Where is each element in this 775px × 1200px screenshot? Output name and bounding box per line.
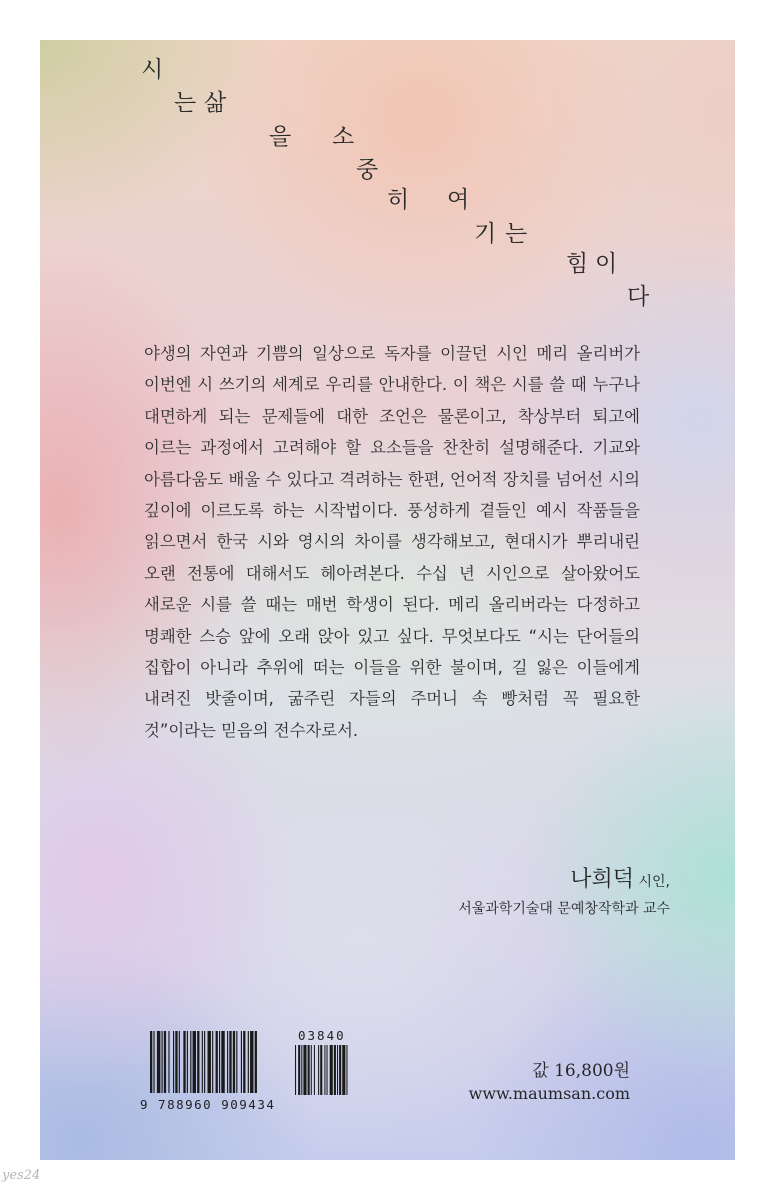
isbn-barcode: [140, 1028, 355, 1146]
title-char: 는: [505, 221, 528, 247]
title-char: 다: [627, 284, 650, 310]
barcode-bar: [173, 1031, 174, 1093]
barcode-addon-bar: [301, 1045, 302, 1095]
barcode-bar: [164, 1031, 166, 1093]
barcode-bar: [183, 1031, 185, 1093]
barcode-bar: [248, 1031, 249, 1093]
title-char: 을: [269, 124, 292, 150]
blurb-paragraph: 야생의 자연과 기쁨의 일상으로 독자를 이끌던 시인 메리 올리버가 이번엔 시 쓰기의 세계로 우리를 안내한다. 이 책은 시를 쓸 때 누구나 대면하게 되는 문제들에 대한 조언은 물론이고, 착상부터 퇴고에 이르는 과정에서 고려해야 할 요소들을 찬찬히 설명해준다. 기교와 아름다움도 배울 수 있다고 격려하는 한편, 언어적 장치를 넘어선 시의 깊이에 이르도록 하는 시작법이다. 풍성하게 곁들인 예시 작품들을 읽으면서 한국 시와 영시의 차이를 생각해보고, 현대시가 뿌리내린 오랜 전통에 대해서도 헤아려본다. 수십 년 시인으로 살아왔어도 새로운 시를 쓸 때는 매번 학생이 된다. 메리 올리버라는 다정하고 명쾌한 스승 앞에 오래 앉아 있고 싶다. 무엇보다도 “시는 단어들의 집합이 아니라 추위에 떠는 이들을 위한 불이며, 길 잃은 이들에게 내려진 밧줄이며, 굶주린 자들의 주머니 속 빵처럼 꼭 필요한 것”이라는 믿음의 전수자로서.: [144, 344, 640, 740]
barcode-bar: [175, 1031, 177, 1093]
barcode-addon-bar: [314, 1045, 315, 1095]
barcode-addon-number: 03840: [298, 1028, 346, 1043]
barcode-bar: [229, 1031, 231, 1093]
barcode-bar: [219, 1031, 220, 1093]
barcode-addon-bar: [308, 1045, 310, 1095]
barcode-bar: [216, 1031, 218, 1093]
barcode-addon-bar: [320, 1045, 322, 1095]
isbn-number: 9 788960 909434: [140, 1097, 276, 1112]
barcode-bar: [168, 1031, 169, 1093]
barcode-addon-bar: [339, 1045, 341, 1095]
barcode-bar: [221, 1031, 224, 1093]
barcode-addon-bar: [327, 1045, 328, 1095]
barcode-addon-bar: [337, 1045, 338, 1095]
barcode-bar: [162, 1031, 163, 1093]
back-cover: [40, 40, 735, 1160]
barcode-bar: [227, 1031, 228, 1093]
barcode-bar: [150, 1031, 152, 1093]
title-char: 이: [595, 251, 618, 277]
barcode-bar: [204, 1031, 205, 1093]
endorser-line: [540, 862, 670, 893]
endorser-role: 시인,: [634, 874, 670, 890]
title-char: 중: [356, 157, 379, 183]
barcode-bar: [208, 1031, 211, 1093]
barcode-addon-bar: [295, 1045, 296, 1095]
title-char: 여: [447, 187, 470, 213]
barcode-addon-bar: [346, 1045, 347, 1095]
price-label: 값 16,800원: [532, 1061, 630, 1081]
barcode-addon-bar: [298, 1045, 300, 1095]
barcode-addon-bar: [330, 1045, 333, 1095]
title-char: 소: [332, 124, 355, 150]
barcode-bar: [250, 1031, 253, 1093]
barcode-bar: [241, 1031, 242, 1093]
title-char: 히: [387, 187, 410, 213]
barcode-bar: [197, 1031, 199, 1093]
barcode-addon-bar: [311, 1045, 312, 1095]
barcode-bar: [190, 1031, 191, 1093]
barcode-addon-bar: [303, 1045, 306, 1095]
title-char: 시: [141, 57, 164, 83]
publisher-website: www.maumsan.com: [468, 1084, 630, 1103]
endorser-name: 나희덕: [570, 867, 635, 892]
barcode-bar: [202, 1031, 203, 1093]
title-char: 삶: [204, 90, 227, 116]
barcode-bar: [157, 1031, 160, 1093]
title-char: 기: [474, 221, 497, 247]
barcode-addon-bar: [342, 1045, 345, 1095]
cover-headline: [40, 40, 735, 320]
barcode-bar: [212, 1031, 213, 1093]
title-char: 는: [174, 90, 197, 116]
barcode-bar: [179, 1031, 180, 1093]
barcode-bar: [243, 1031, 245, 1093]
barcode-bar: [193, 1031, 196, 1093]
barcode-addon-bar: [334, 1045, 336, 1095]
watermark: yes24: [2, 1168, 41, 1183]
barcode-bar: [187, 1031, 188, 1093]
barcode-addon-bar: [318, 1045, 319, 1095]
barcode-addon-bar: [324, 1045, 325, 1095]
barcode-bar: [233, 1031, 235, 1093]
title-char: 힘: [566, 251, 589, 277]
endorser-affiliation: 서울과학기술대 문예창작학과 교수: [458, 901, 670, 917]
barcode-bar: [153, 1031, 154, 1093]
barcode-bar: [255, 1031, 257, 1093]
barcode-bar: [236, 1031, 237, 1093]
